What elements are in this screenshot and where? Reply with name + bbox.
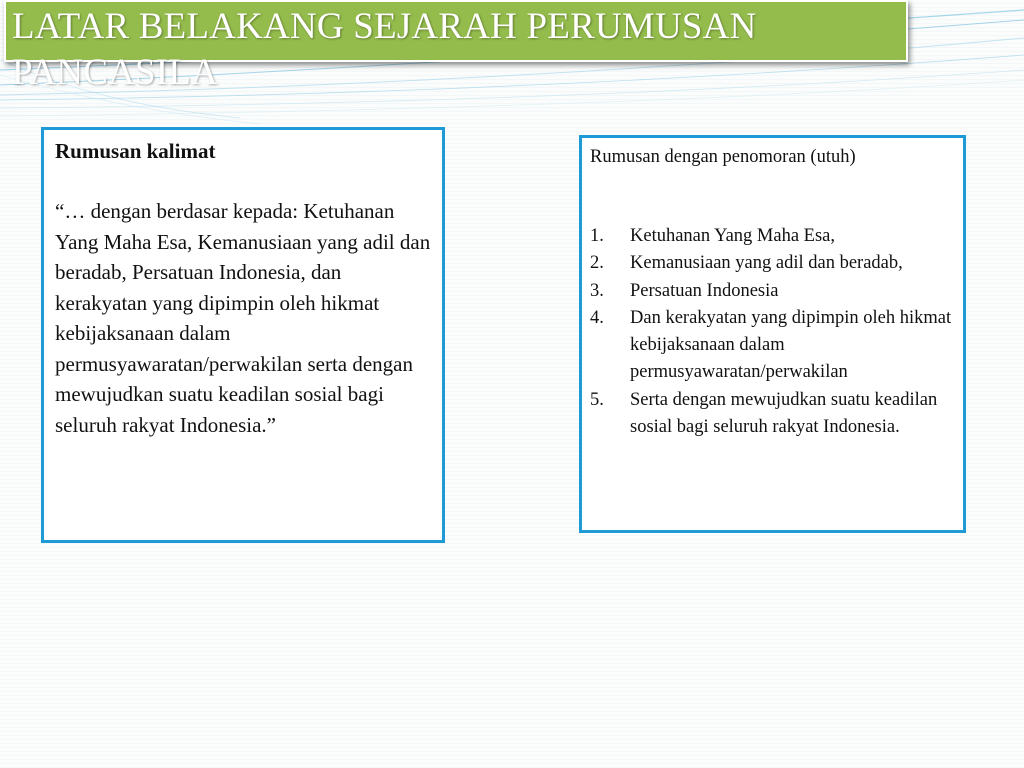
numbered-list	[590, 223, 960, 441]
list-number: 4.	[590, 307, 604, 328]
list-text: Serta dengan mewujudkan suatu keadilan sosial bagi seluruh rakyat Indonesia.	[630, 389, 938, 438]
left-box-quote: “… dengan berdasar kepada: Ketuhanan Yang Maha Esa, Kemanusiaan yang adil dan beradab, Persatuan Indonesia, dan kerakyatan yang dipimpin oleh hikmat kebijaksanaan dalam permusyawaratan/perwakilan serta dengan mewujudkan suatu keadilan sosial bagi seluruh rakyat Indonesia.”	[55, 199, 431, 437]
left-box-heading: Rumusan kalimat	[55, 139, 216, 163]
right-box-heading: Rumusan dengan penomoran (utuh)	[590, 147, 856, 167]
slide-title: LATAR BELAKANG SEJARAH PERUMUSAN PANCASILA	[12, 6, 757, 93]
list-number: 1.	[590, 226, 604, 246]
list-number: 2.	[590, 253, 604, 274]
list-text: Dan kerakyatan yang dipimpin oleh hikmat kebijaksanaan dalam permusyawaratan/perwakilan	[630, 307, 952, 383]
list-number: 5.	[590, 389, 604, 410]
right-box-content	[590, 143, 960, 441]
left-text-box	[41, 127, 445, 543]
list-text: Kemanusiaan yang adil dan beradab,	[630, 253, 903, 274]
list-item	[590, 305, 960, 387]
list-item	[590, 278, 960, 305]
list-number: 3.	[590, 280, 604, 301]
list-item	[590, 250, 960, 277]
list-item	[590, 223, 960, 250]
list-text: Persatuan Indonesia	[630, 280, 779, 301]
list-text: Ketuhanan Yang Maha Esa,	[630, 226, 835, 246]
list-item	[590, 387, 960, 442]
